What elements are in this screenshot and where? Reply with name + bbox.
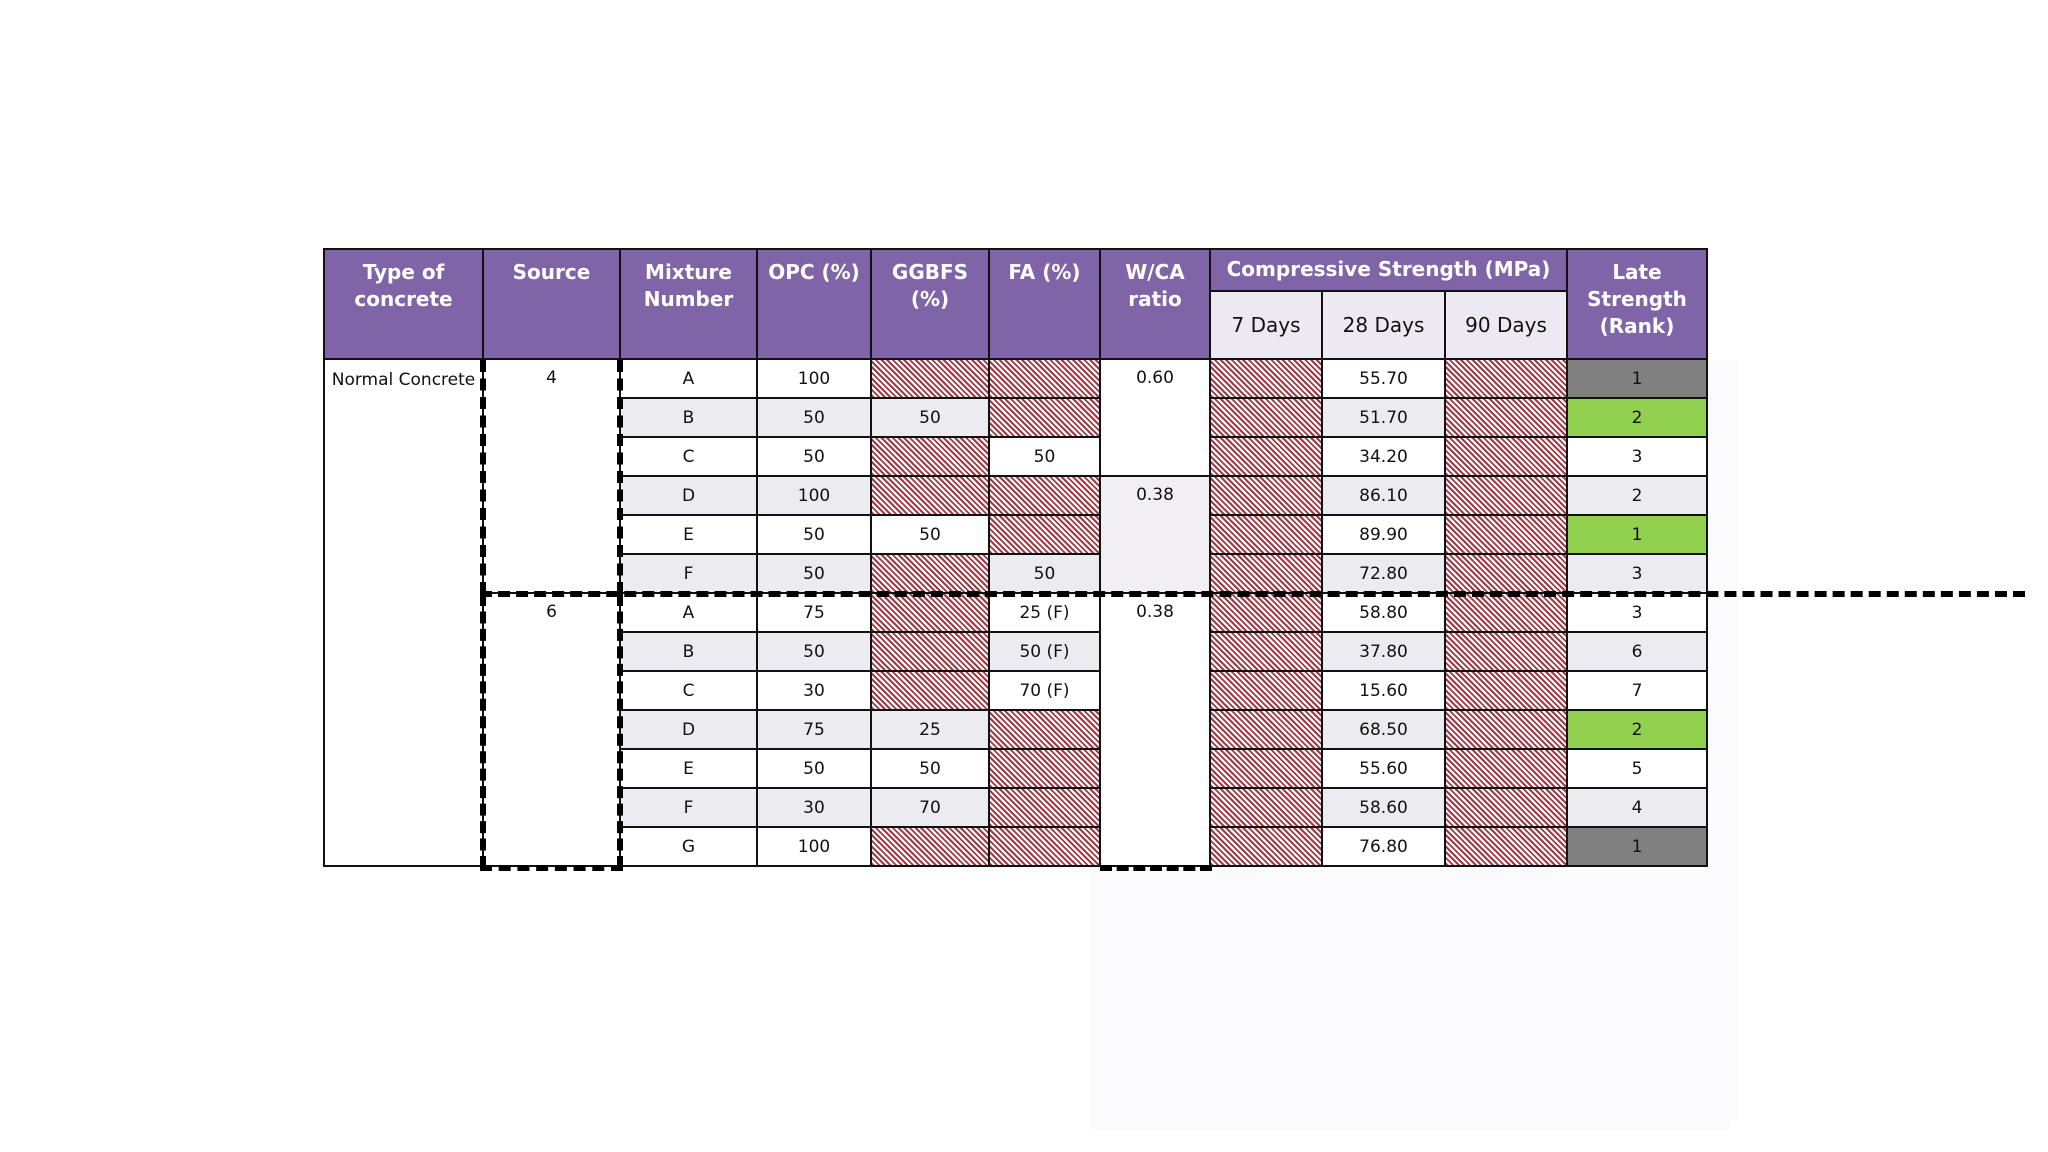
strength-28-days-cell: 68.50 [1322,710,1445,749]
rank-cell: 2 [1567,476,1707,515]
header-ggbfs: GGBFS (%) [871,249,989,359]
opc-cell: 30 [757,671,871,710]
strength-90-days-cell [1445,671,1567,710]
ggbfs-cell [871,476,989,515]
fa-cell: 50 (F) [989,632,1100,671]
ggbfs-cell: 70 [871,788,989,827]
ggbfs-cell: 25 [871,710,989,749]
ggbfs-cell [871,359,989,398]
opc-cell: 30 [757,788,871,827]
rank-cell: 5 [1567,749,1707,788]
header-mixture: Mixture Number [620,249,757,359]
opc-cell: 100 [757,359,871,398]
header-fa: FA (%) [989,249,1100,359]
strength-90-days-cell [1445,515,1567,554]
table-row [324,593,1707,632]
fa-cell [989,398,1100,437]
mixture-cell: C [620,671,757,710]
strength-28-days-cell: 51.70 [1322,398,1445,437]
fa-cell [989,827,1100,866]
strength-28-days-cell: 55.60 [1322,749,1445,788]
strength-7-days-cell [1210,476,1322,515]
fa-cell: 70 (F) [989,671,1100,710]
opc-cell: 75 [757,710,871,749]
fa-cell [989,710,1100,749]
opc-cell: 50 [757,437,871,476]
fa-cell [989,788,1100,827]
mixture-cell: C [620,437,757,476]
strength-28-days-cell: 37.80 [1322,632,1445,671]
strength-90-days-cell [1445,398,1567,437]
strength-28-days-cell: 34.20 [1322,437,1445,476]
fa-cell: 50 [989,554,1100,593]
strength-90-days-cell [1445,476,1567,515]
opc-cell: 100 [757,476,871,515]
ggbfs-cell [871,437,989,476]
fa-cell: 25 (F) [989,593,1100,632]
mixture-cell: B [620,632,757,671]
wca-cell: 0.38 [1100,593,1210,866]
strength-90-days-cell [1445,632,1567,671]
ggbfs-cell: 50 [871,749,989,788]
fa-cell: 50 [989,437,1100,476]
table-row [324,359,1707,398]
mixture-cell: B [620,398,757,437]
header-type: Type of concrete [324,249,483,359]
rank-cell: 1 [1567,515,1707,554]
mixture-cell: F [620,554,757,593]
source-cell: 4 [483,359,620,593]
mixture-cell: F [620,788,757,827]
type-of-concrete-cell: Normal Concrete [324,359,483,866]
mixture-cell: E [620,515,757,554]
source-4-dashed-left [480,360,486,594]
ggbfs-cell [871,554,989,593]
opc-cell: 50 [757,632,871,671]
table-body [324,359,1707,866]
strength-28-days-cell: 89.90 [1322,515,1445,554]
source-divider-dashed [480,591,2025,597]
strength-7-days-cell [1210,749,1322,788]
header-source: Source [483,249,620,359]
strength-7-days-cell [1210,827,1322,866]
header-wca: W/CA ratio [1100,249,1210,359]
header-compressive-strength: Compressive Strength (MPa) [1210,249,1567,291]
strength-28-days-cell: 55.70 [1322,359,1445,398]
ggbfs-cell [871,632,989,671]
rank-cell: 3 [1567,437,1707,476]
page-bleed-bottom [1090,870,1730,1130]
mixture-table [323,248,1708,867]
strength-90-days-cell [1445,359,1567,398]
strength-28-days-cell: 86.10 [1322,476,1445,515]
rank-cell: 1 [1567,359,1707,398]
rank-cell: 3 [1567,554,1707,593]
ggbfs-cell [871,593,989,632]
opc-cell: 50 [757,515,871,554]
strength-90-days-cell [1445,827,1567,866]
strength-7-days-cell [1210,554,1322,593]
strength-28-days-cell: 72.80 [1322,554,1445,593]
fa-cell [989,359,1100,398]
opc-cell: 50 [757,749,871,788]
ggbfs-cell [871,827,989,866]
rank-cell: 1 [1567,827,1707,866]
wca-group-dashed-bottom [1100,865,1212,871]
ggbfs-cell: 50 [871,515,989,554]
opc-cell: 100 [757,827,871,866]
strength-28-days-cell: 76.80 [1322,827,1445,866]
header-7-days: 7 Days [1210,291,1322,359]
strength-90-days-cell [1445,710,1567,749]
source-4-dashed-right [617,360,623,594]
strength-7-days-cell [1210,710,1322,749]
mixture-cell: G [620,827,757,866]
rank-cell: 2 [1567,398,1707,437]
table-header [324,249,1707,359]
source-6-dashed-right [617,594,623,868]
strength-7-days-cell [1210,515,1322,554]
strength-7-days-cell [1210,359,1322,398]
header-90-days: 90 Days [1445,291,1567,359]
strength-7-days-cell [1210,788,1322,827]
strength-7-days-cell [1210,437,1322,476]
strength-90-days-cell [1445,788,1567,827]
strength-28-days-cell: 58.60 [1322,788,1445,827]
fa-cell [989,749,1100,788]
fa-cell [989,476,1100,515]
source-6-dashed-bottom [480,865,623,871]
rank-cell: 4 [1567,788,1707,827]
table-container [323,248,1708,867]
rank-cell: 3 [1567,593,1707,632]
opc-cell: 50 [757,398,871,437]
wca-cell: 0.60 [1100,359,1210,476]
wca-cell: 0.38 [1100,476,1210,593]
source-6-dashed-left [480,594,486,868]
strength-28-days-cell: 58.80 [1322,593,1445,632]
strength-7-days-cell [1210,593,1322,632]
ggbfs-cell: 50 [871,398,989,437]
rank-cell: 2 [1567,710,1707,749]
fa-cell [989,515,1100,554]
ggbfs-cell [871,671,989,710]
mixture-cell: E [620,749,757,788]
mixture-cell: A [620,593,757,632]
strength-90-days-cell [1445,554,1567,593]
strength-90-days-cell [1445,593,1567,632]
rank-cell: 6 [1567,632,1707,671]
header-rank: Late Strength (Rank) [1567,249,1707,359]
strength-7-days-cell [1210,398,1322,437]
header-opc: OPC (%) [757,249,871,359]
mixture-cell: D [620,476,757,515]
strength-7-days-cell [1210,632,1322,671]
strength-90-days-cell [1445,437,1567,476]
rank-cell: 7 [1567,671,1707,710]
source-cell: 6 [483,593,620,866]
mixture-cell: D [620,710,757,749]
opc-cell: 75 [757,593,871,632]
strength-7-days-cell [1210,671,1322,710]
strength-28-days-cell: 15.60 [1322,671,1445,710]
header-28-days: 28 Days [1322,291,1445,359]
strength-90-days-cell [1445,749,1567,788]
mixture-cell: A [620,359,757,398]
opc-cell: 50 [757,554,871,593]
